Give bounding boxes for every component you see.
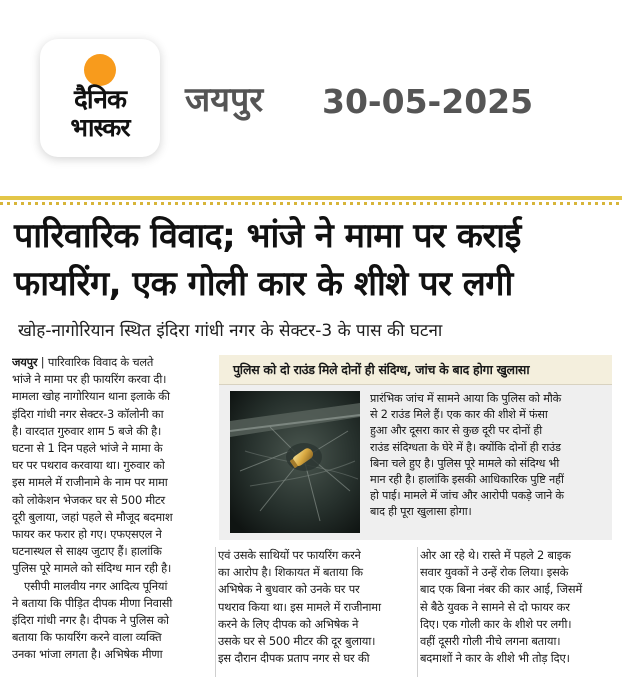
text-line: घर पर पथराव करवाया था। गुरुवार को — [12, 458, 165, 473]
text-line: फायर कर फरार हो गए। एफएसएल ने — [12, 527, 162, 542]
text-line: इंदिरा गांधी नगर है। दीपक ने पुलिस को — [12, 613, 169, 628]
logo-text-line2: भास्कर — [70, 113, 130, 142]
text-line: हो पाई। मामले में जांच और आरोपी पकड़े जाने के — [370, 489, 564, 503]
text-line: है। वारदात गुरुवार शाम 5 बजे की है। — [12, 423, 162, 438]
photo-illustration — [230, 391, 360, 533]
text-line: घटनास्थल से साक्ष्य जुटाए हैं। हालांकि — [12, 544, 162, 559]
text-line: बताया कि फायरिंग करने वाला व्यक्ति — [12, 630, 162, 645]
text-line: एसीपी मालवीय नगर आदित्य पूनियां — [24, 578, 168, 593]
headline-line: फायरिंग, एक गोली कार के शीशे पर लगी — [14, 264, 513, 304]
text-line: करने के लिए दीपक को अभिषेक ने — [218, 616, 359, 631]
text-line: जयपुर | पारिवारिक विवाद के चलते — [12, 355, 154, 369]
masthead-dotted-divider — [0, 202, 622, 205]
text-line: दिए। एक गोली कार के शीशे पर लगी। — [420, 616, 572, 631]
text-line: ने बताया कि पीड़ित दीपक मीणा निवासी — [12, 595, 173, 610]
text-line: अभिषेक ने बुधवार को उनके घर पर — [218, 582, 360, 597]
text-line: एवं उसके साथियों पर फायरिंग करने — [218, 548, 361, 562]
masthead-divider — [0, 196, 622, 200]
text-line: बाद एक बिना नंबर की कार आई, जिसमें — [420, 582, 582, 597]
article-column-left — [12, 354, 212, 664]
text-line: दूरी बुलाया, जहां पहले से मौजूद बदमाश — [12, 509, 173, 524]
text-line: सवार युवकों ने उन्हें रोक लिया। इसके — [420, 565, 569, 580]
text-line: उसके घर से 500 मीटर की दूर बुलाया। — [218, 634, 376, 649]
text-line: पथराव किया था। इस मामले में राजीनामा — [218, 599, 381, 614]
bullet-in-windshield-photo — [230, 391, 360, 533]
text-line: भांजे ने मामा पर ही फायरिंग करवा दी। — [12, 372, 167, 387]
text-line: मान रही है। हालांकि इसकी आधिकारिक पुष्टि नहीं — [370, 473, 564, 487]
text-line: राउंड संदिग्धता के घेरे में है। क्योंकि दोनों ही राउंड — [370, 440, 561, 454]
text-line: हुआ और दूसरा कार से कुछ दूरी पर दोनों ही — [370, 424, 542, 438]
edition-date: 30-05-2025 — [322, 82, 534, 121]
headline-line: पारिवारिक विवाद; भांजे ने मामा पर कराई — [14, 216, 521, 256]
text-line: उनका भांजा लगता है। अभिषेक मीणा — [12, 647, 163, 662]
text-line: बिना चले हुए है। पुलिस पूरे मामले को संदिग्ध भी — [370, 456, 560, 470]
column-divider — [215, 547, 216, 677]
box-title: पुलिस को दो राउंड मिले दोनों ही संदिग्ध, जांच के बाद होगा खुलासा — [233, 362, 530, 377]
sun-icon — [84, 54, 116, 86]
police-findings-box — [219, 355, 612, 540]
text-line: वहीं दूसरी गोली नीचे लगना बताया। — [420, 634, 561, 649]
article-column-middle — [218, 547, 414, 667]
text-line: ओर आ रहे थे। रास्ते में पहले 2 बाइक — [420, 548, 571, 562]
text-line: घटना से 1 दिन पहले भांजे ने मामा के — [12, 441, 163, 456]
dateline: जयपुर — [12, 355, 38, 369]
logo-text-line1: दैनिक — [74, 85, 126, 115]
box-body — [370, 391, 606, 521]
box-header — [219, 355, 612, 385]
text-line: प्रारंभिक जांच में सामने आया कि पुलिस को मौके — [370, 392, 561, 405]
text-line: इंदिरा गांधी नगर सेक्टर-3 कॉलोनी का — [12, 406, 164, 421]
text-line: से 2 राउंड मिले हैं। एक कार की शीशे में फंसा — [370, 408, 548, 422]
text-line: का आरोप है। शिकायत में बताया कि — [218, 565, 363, 580]
article-subhead: खोह-नागोरियान स्थित इंदिरा गांधी नगर के सेक्टर-3 के पास की घटना — [18, 321, 443, 341]
dainik-bhaskar-logo — [40, 39, 160, 157]
text-line: बदमाशों ने कार के शीशे भी तोड़ दिए। — [420, 651, 570, 666]
article-column-right — [420, 547, 616, 667]
text-line: पुलिस पूरे मामले को संदिग्ध मान रही है। — [12, 561, 172, 576]
text-line: बाद ही पूरा खुलासा होगा। — [370, 505, 472, 519]
edition-city: जयपुर — [185, 80, 264, 120]
article-headline — [14, 212, 614, 308]
text-line: से बैठे युवक ने सामने से दो फायर कर — [420, 599, 570, 614]
text-line: इस दौरान दीपक प्रताप नगर से घर की — [218, 651, 370, 666]
text-line: को लोकेशन भेजकर घर से 500 मीटर — [12, 492, 165, 507]
text-line: मामला खोह नागोरियान थाना इलाके की — [12, 389, 170, 404]
text-line: इस मामले में राजीनामे के नाम पर मामा — [12, 475, 168, 490]
column-divider — [417, 547, 418, 677]
